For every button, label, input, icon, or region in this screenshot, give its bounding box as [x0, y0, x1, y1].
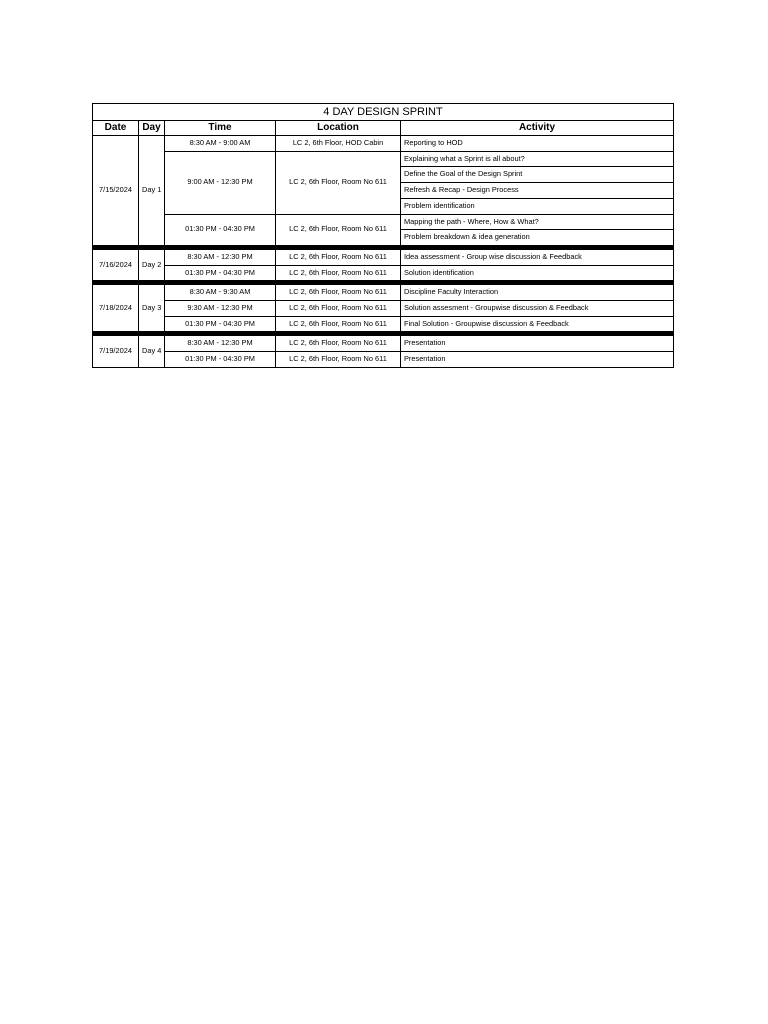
schedule-sheet — [92, 103, 673, 368]
date-cell: 7/15/2024 — [93, 136, 139, 246]
location-cell: LC 2, 6th Floor, Room No 611 — [276, 285, 401, 301]
time-cell: 01:30 PM - 04:30 PM — [165, 352, 276, 368]
table-row — [93, 249, 674, 265]
schedule-table — [92, 103, 674, 368]
location-cell: LC 2, 6th Floor, HOD Cabin — [276, 136, 401, 152]
time-cell: 01:30 PM - 04:30 PM — [165, 214, 276, 245]
header-date: Date — [93, 121, 139, 136]
activity-cell: Mapping the path - Where, How & What? — [401, 214, 674, 230]
activity-cell: Presentation — [401, 336, 674, 352]
activity-cell: Idea assessment - Group wise discussion & Feedback — [401, 249, 674, 265]
time-cell: 9:30 AM - 12:30 PM — [165, 301, 276, 317]
table-row — [93, 214, 674, 230]
header-row — [93, 121, 674, 136]
location-cell: LC 2, 6th Floor, Room No 611 — [276, 301, 401, 317]
header-day: Day — [139, 121, 165, 136]
activity-cell: Problem identification — [401, 198, 674, 214]
activity-cell: Discipline Faculty Interaction — [401, 285, 674, 301]
header-location: Location — [276, 121, 401, 136]
location-cell: LC 2, 6th Floor, Room No 611 — [276, 151, 401, 214]
activity-cell: Refresh & Recap - Design Process — [401, 183, 674, 199]
table-row — [93, 285, 674, 301]
day-cell: Day 1 — [139, 136, 165, 246]
activity-cell: Define the Goal of the Design Sprint — [401, 167, 674, 183]
location-cell: LC 2, 6th Floor, Room No 611 — [276, 214, 401, 245]
time-cell: 8:30 AM - 12:30 PM — [165, 336, 276, 352]
day-cell: Day 3 — [139, 285, 165, 332]
time-cell: 9:00 AM - 12:30 PM — [165, 151, 276, 214]
table-row — [93, 151, 674, 167]
activity-cell: Reporting to HOD — [401, 136, 674, 152]
header-activity: Activity — [401, 121, 674, 136]
location-cell: LC 2, 6th Floor, Room No 611 — [276, 336, 401, 352]
date-cell: 7/16/2024 — [93, 249, 139, 280]
location-cell: LC 2, 6th Floor, Room No 611 — [276, 316, 401, 332]
location-cell: LC 2, 6th Floor, Room No 611 — [276, 352, 401, 368]
day-cell: Day 2 — [139, 249, 165, 280]
date-cell: 7/18/2024 — [93, 285, 139, 332]
header-time: Time — [165, 121, 276, 136]
activity-cell: Solution identification — [401, 265, 674, 281]
table-row — [93, 265, 674, 281]
table-row — [93, 352, 674, 368]
time-cell: 8:30 AM - 9:00 AM — [165, 136, 276, 152]
table-row — [93, 316, 674, 332]
activity-cell: Presentation — [401, 352, 674, 368]
schedule-body — [93, 136, 674, 368]
location-cell: LC 2, 6th Floor, Room No 611 — [276, 249, 401, 265]
table-row — [93, 301, 674, 317]
activity-cell: Problem breakdown & idea generation — [401, 230, 674, 246]
table-row — [93, 136, 674, 152]
activity-cell: Solution assesment - Groupwise discussion & Feedback — [401, 301, 674, 317]
time-cell: 8:30 AM - 12:30 PM — [165, 249, 276, 265]
day-cell: Day 4 — [139, 336, 165, 367]
time-cell: 01:30 PM - 04:30 PM — [165, 265, 276, 281]
time-cell: 01:30 PM - 04:30 PM — [165, 316, 276, 332]
date-cell: 7/19/2024 — [93, 336, 139, 367]
table-row — [93, 336, 674, 352]
time-cell: 8:30 AM - 9:30 AM — [165, 285, 276, 301]
location-cell: LC 2, 6th Floor, Room No 611 — [276, 265, 401, 281]
activity-cell: Final Solution - Groupwise discussion & Feedback — [401, 316, 674, 332]
table-title: 4 DAY DESIGN SPRINT — [93, 104, 674, 121]
activity-cell: Explaining what a Sprint is all about? — [401, 151, 674, 167]
